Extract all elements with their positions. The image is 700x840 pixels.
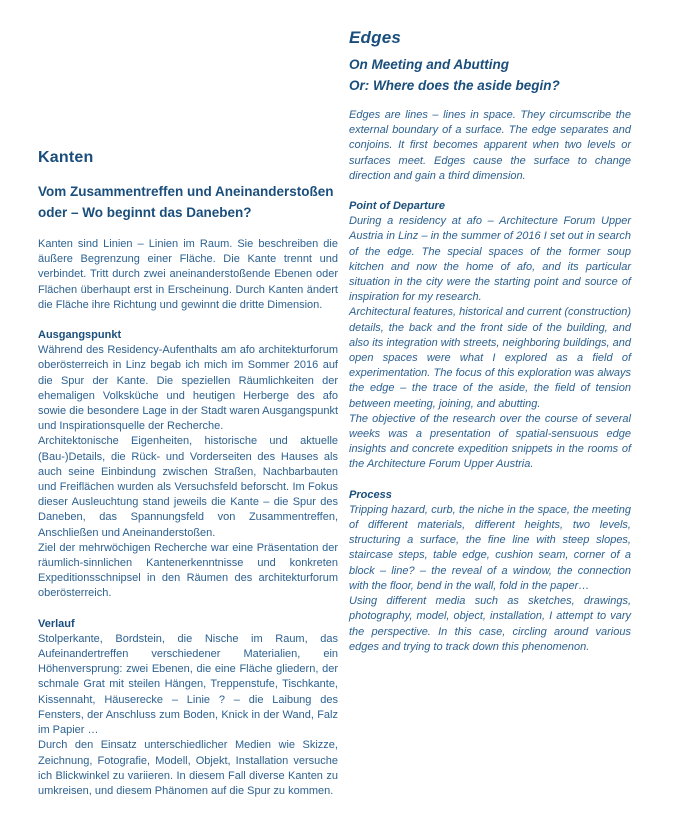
german-title: Kanten	[38, 149, 94, 166]
english-intro-paragraph: Edges are lines – lines in space. They circumscribe the external boundary of a surface. The edge separates and conjoins. It first becomes apparent when two levels or surfaces meet. Edges cause the surface to change direction and gain a third dimension.	[349, 109, 631, 182]
german-section-heading-ausgangspunkt: Ausgangspunkt	[38, 329, 122, 342]
german-column	[38, 148, 338, 799]
english-paragraph: Tripping hazard, curb, the niche in the space, the meeting of different materials, different heights, two levels, structuring a surface, the fine line with steep slopes, staircase steps, table edge, cushion seam, corner of a block – line? – the reveal of a window, the connection with the floor, bend in the wall, fold in the paper…	[349, 503, 631, 592]
english-subtitle	[349, 54, 631, 96]
english-paragraph: Using different media such as sketches, drawings, photography, model, object, installation, I attempt to vary the perspective. In this case, circling around various edges and trying to track down this phenomenon.	[349, 595, 631, 653]
german-intro-paragraph: Kanten sind Linien – Linien im Raum. Sie beschreiben die äußere Begrenzung einer Fläche. Die Kante trennt und verbindet. Tritt durch zwei aneinanderstoßende Ebenen oder Flächen überhaupt erst in Erscheinung. Durch Kanten ändert die Fläche ihre Richtung und gewinnt die dritte Dimension.	[38, 238, 338, 311]
german-paragraph: Während des Residency-Aufenthalts am afo architekturforum oberösterreich in Linz begab ich mich im Sommer 2016 auf die Spur der Kante. Die speziellen Räumlichkeiten der ehemaligen Volksküche und heutigen Herberge des afo sowie die besondere Lage in der Stadt waren Ausgangspunkt und Inspirationsquelle der Recherche.	[38, 344, 338, 433]
german-paragraph: Durch den Einsatz unterschiedlicher Medien wie Skizze, Zeichnung, Fotografie, Modell, Objekt, Installation versuche ich Blickwinkel zu variieren. In diesem Fall diverse Kanten zu umkreisen, und diesem Phänomen auf die Spur zu kommen.	[38, 739, 338, 797]
english-section-heading-process: Process	[349, 488, 392, 501]
english-title: Edges	[349, 28, 402, 47]
english-paragraph: The objective of the research over the course of several weeks was a presentation of spatial-sensuous edge insights and concrete expedition snippets in the rooms of the Architecture Forum Upper Austria.	[349, 412, 631, 471]
german-section-heading-verlauf: Verlauf	[38, 617, 75, 630]
english-column	[349, 28, 631, 655]
german-paragraph: Stolperkante, Bordstein, die Nische im Raum, das Aufeinandertreffen verschiedener Materialien, ein Höhenversprung: zwei Ebenen, die eine Fläche gliedern, der schmale Grat mit steilen Hängen, Treppenstufe, Tischkante, Kissennaht, Häuserecke – Linie ? – die Laibung des Fensters, der Anschluss zum Boden, Knick in der Wand, Falz im Papier …	[38, 632, 338, 737]
english-subtitle-line-2: Or: Where does the aside begin?	[349, 78, 560, 93]
english-paragraph: During a residency at afo – Architecture Forum Upper Austria in Linz – in the summer of 2016 I set out in search of the edge. The special spaces of the former soup kitchen and now the home of afo, and its particular situation in the city were the starting point and source of inspiration for my research.	[349, 215, 631, 304]
english-section-heading-point-of-departure: Point of Departure	[349, 200, 445, 213]
german-subtitle: Vom Zusammentreffen und Aneinanderstoßen oder – Wo beginnt das Daneben?	[38, 184, 334, 220]
english-subtitle-line-1: On Meeting and Abutting	[349, 57, 509, 72]
german-paragraph: Ziel der mehrwöchigen Recherche war eine Präsentation der räumlich-sinnlichen Kantenerkenntnisse und konkreten Expeditionsschnipsel in den Räumen des architekturforum oberösterreich.	[38, 541, 338, 600]
english-paragraph: Architectural features, historical and current (construction) details, the back and the front side of the building, and also its integration with streets, neighboring buildings, and open spaces were what I explored as a field of experimentation. The focus of this exploration was always the edge – the trace of the aside, the field of tension between meeting, joining, and abutting.	[349, 306, 631, 410]
german-paragraph: Architektonische Eigenheiten, historische und aktuelle (Bau-)Details, die Rück- und Vorderseiten des Hauses als auch seine Einbindung zwischen Straßen, Nachbarbauten und Freiflächen wurden als Versuchsfeld beforscht. Im Fokus dieser Ausleuchtung stand jeweils die Kante – die Spur des Daneben, das Spannungsfeld von Zusammentreffen, Anschließen und Aneinanderstoßen.	[38, 435, 338, 539]
